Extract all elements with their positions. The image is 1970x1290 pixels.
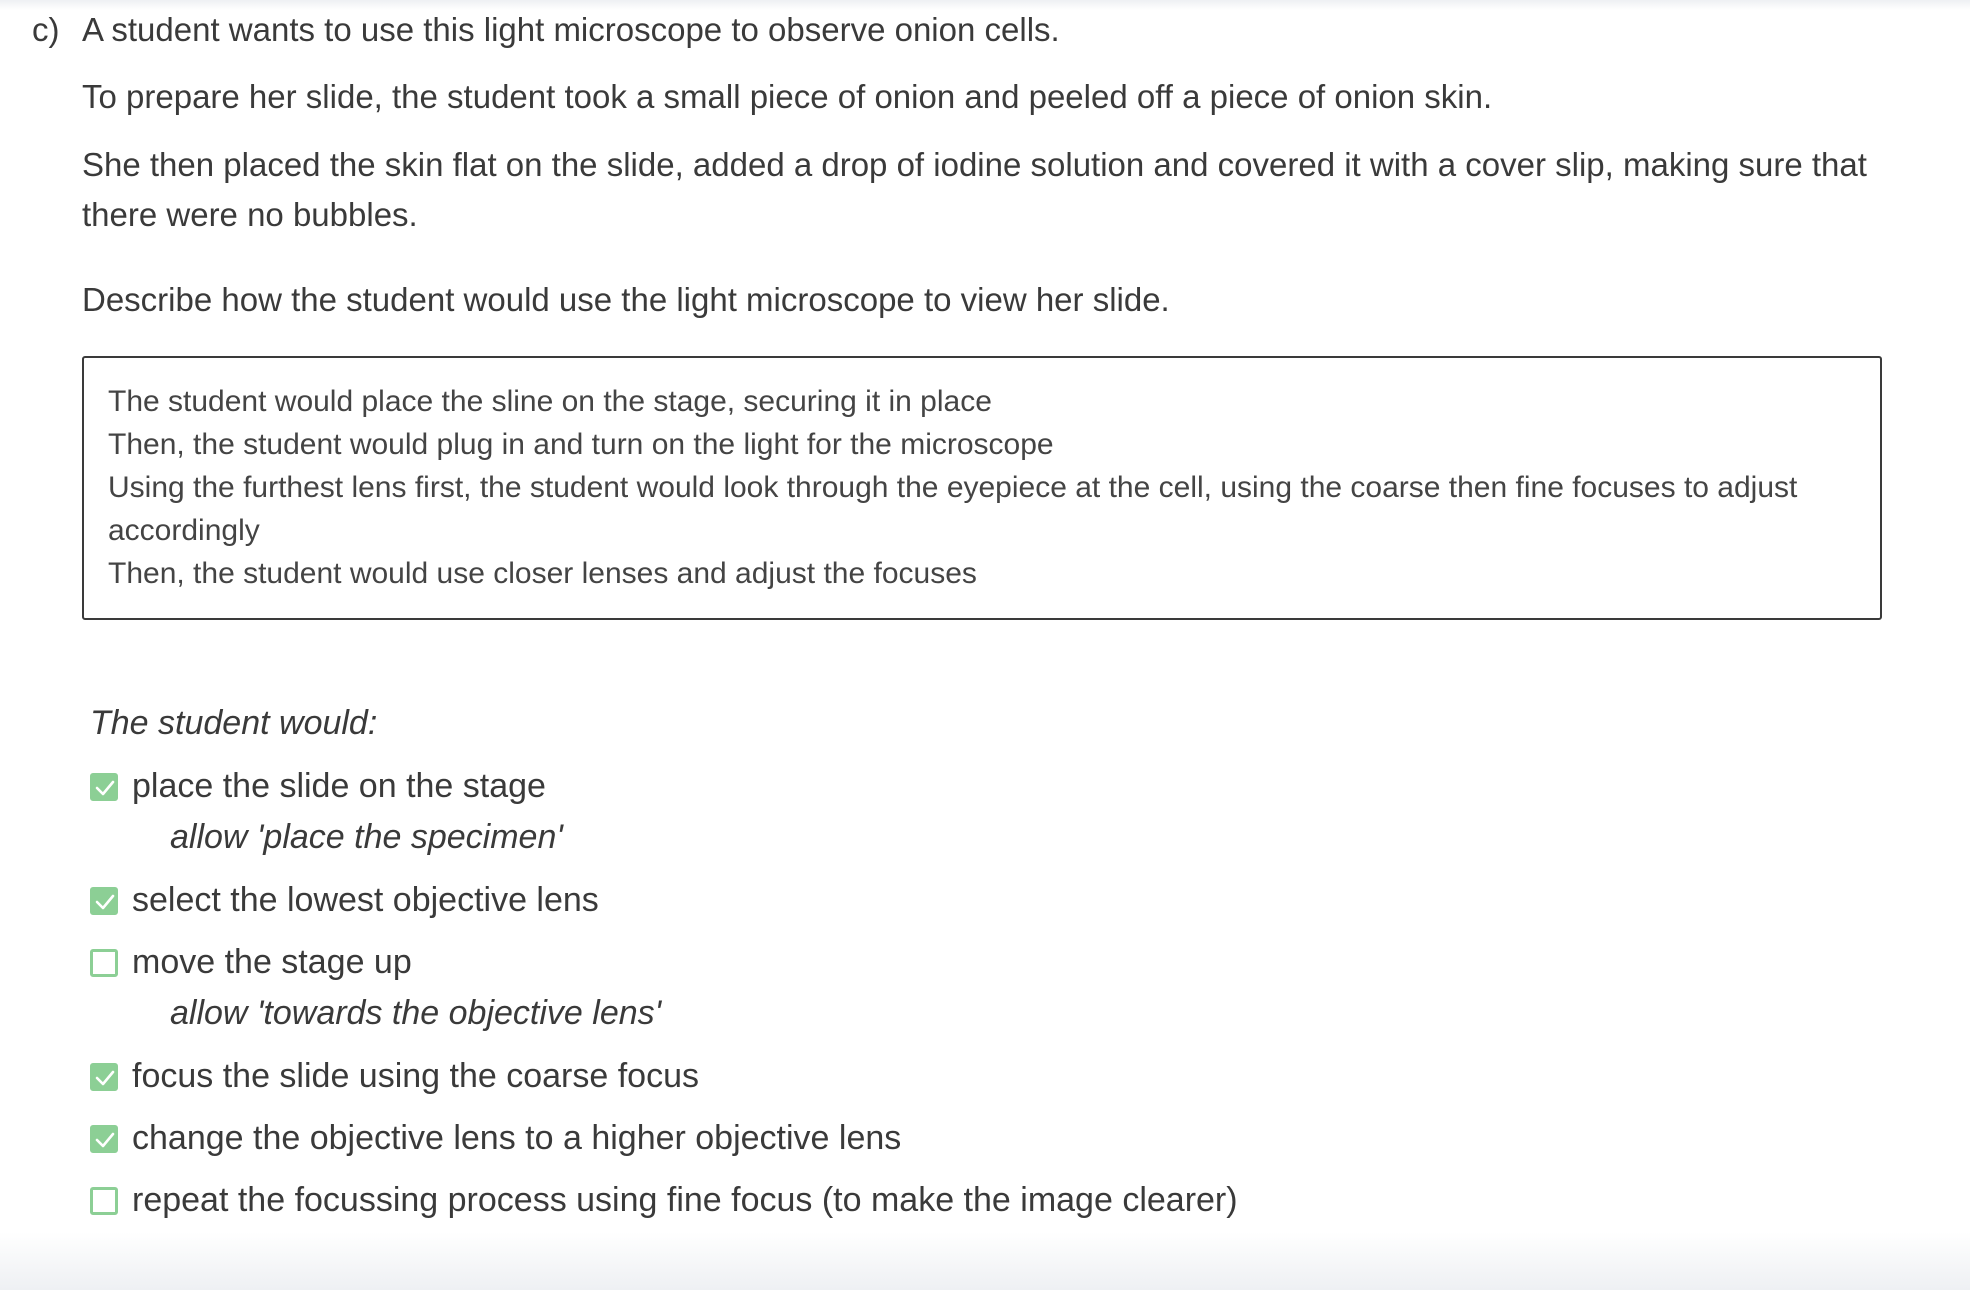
mark-scheme-item-label: select the lowest objective lens (132, 881, 599, 919)
question-paragraph-1: To prepare her slide, the student took a small piece of onion and peeled off a piece of onion skin. (82, 78, 1493, 115)
question-prompt: Describe how the student would use the light microscope to view her slide. (82, 281, 1170, 318)
answer-line: Then, the student would use closer lenses and adjust the focuses (108, 557, 977, 590)
mark-scheme-item-label: change the objective lens to a higher objective lens (132, 1119, 902, 1157)
answer-textbox[interactable] (82, 356, 1882, 620)
bottom-shade (0, 1232, 1970, 1290)
answer-line: Then, the student would plug in and turn on the light for the microscope (108, 428, 1054, 461)
checked-checkbox-icon[interactable] (90, 1063, 118, 1091)
mark-scheme-item-label: move the stage up (132, 943, 412, 981)
mark-scheme-header: The student would: (90, 704, 378, 742)
checked-checkbox-icon[interactable] (90, 773, 118, 801)
mark-scheme-item-label: focus the slide using the coarse focus (132, 1057, 699, 1095)
mark-scheme-item-label: repeat the focussing process using fine focus (to make the image clearer) (132, 1181, 1238, 1219)
mark-scheme-item-label: place the slide on the stage (132, 767, 546, 805)
unchecked-checkbox-icon[interactable] (90, 949, 118, 977)
checked-checkbox-icon[interactable] (90, 1125, 118, 1153)
answer-line: The student would place the sline on the stage, securing it in place (108, 385, 992, 418)
question-letter: c) (32, 11, 60, 48)
question-intro: A student wants to use this light microscope to observe onion cells. (82, 11, 1060, 48)
mark-scheme-allow-note: allow 'towards the objective lens' (170, 994, 662, 1032)
unchecked-checkbox-icon[interactable] (90, 1187, 118, 1215)
mark-scheme-allow-note: allow 'place the specimen' (170, 818, 563, 856)
checked-checkbox-icon[interactable] (90, 887, 118, 915)
answer-line: Using the furthest lens first, the student would look through the eyepiece at the cell, using the coarse then fine focuses to adjust accordingly (108, 471, 1798, 547)
question-paragraph-2: She then placed the skin flat on the slide, added a drop of iodine solution and covered it with a cover slip, making sure that there were no bubbles. (82, 146, 1867, 233)
